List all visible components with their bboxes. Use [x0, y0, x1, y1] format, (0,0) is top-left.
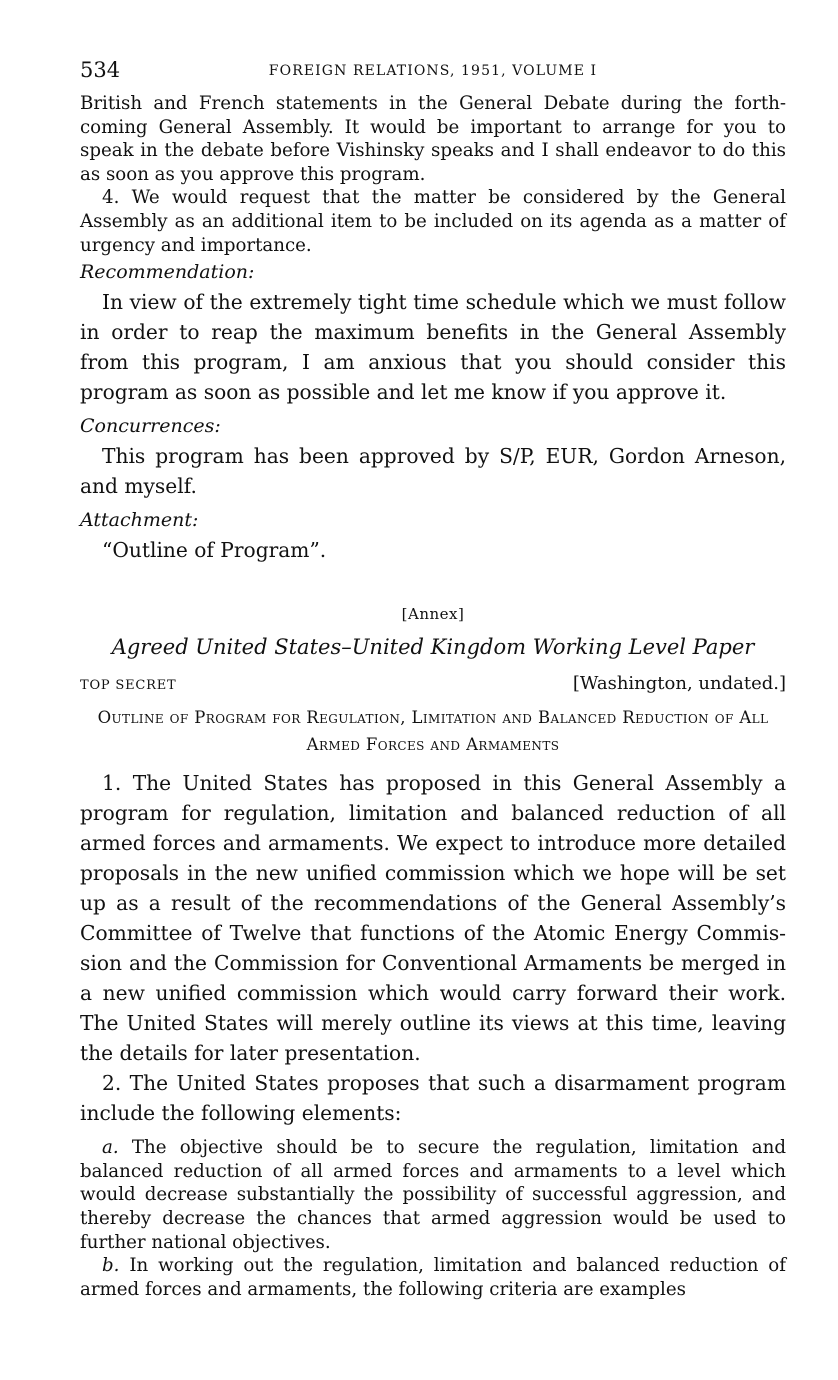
- document-page: [80, 58, 786, 1301]
- memo-paragraph-continued: British and French statements in the General Debate during the forth-coming General Assembly. It would be important to arrange for you to speak in the debate before Vishinsky speaks and I shall endeavor to do this as soon as you approve this program.: [80, 93, 786, 185]
- recommendation-label: Recommendation:: [80, 261, 255, 284]
- classification-row: [80, 673, 786, 694]
- attachment-text: “Outline of Program”.: [102, 538, 327, 563]
- outline-heading: Outline of Program for Regulation, Limitation and Balanced Reduction of All Armed Forces and Armaments: [97, 708, 769, 755]
- annex-paragraph-2: 2. The United States proposes that such a disarmament program include the following elements:: [80, 1071, 786, 1126]
- page-number: 534: [80, 58, 121, 82]
- item-b-letter: b.: [102, 1255, 120, 1277]
- classification-marking: TOP SECRET: [80, 678, 177, 694]
- concurrences-label: Concurrences:: [80, 415, 221, 438]
- attachment-label: Attachment:: [80, 509, 199, 532]
- annex-item-a: [80, 1136, 786, 1254]
- concurrences-text: This program has been approved by S/P, EUR, Gordon Arneson, and myself.: [80, 444, 786, 499]
- annex-label: [Annex]: [401, 605, 465, 624]
- recommendation-text: In view of the extremely tight time schedule which we must follow in order to reap the maximum benefits in the General Assembly from this program, I am anxious that you should consider this program as soon as possible and let me know if you approve it.: [80, 290, 786, 405]
- annex-paragraph-1: 1. The United States has proposed in this General Assembly a program for regulation, limitation and balanced reduction of all armed forces and armaments. We expect to introduce more detailed proposals in the new unified commission which we hope will be set up as a result of the recommendations of the General Assembly’s Committee of Twelve that functions of the Atomic Energy Commis-sion and the Commission for Conventional Armaments be merged in a new unified commission which would carry forward their work. The United States will merely outline its views at this time, leaving the details for later presentation.: [80, 771, 786, 1066]
- page-header: [80, 58, 786, 92]
- item-a-text: The objective should be to secure the regulation, limitation and balanced reduction of all armed forces and armaments to a level which would decrease substantially the possibility of successful aggression, and thereby decrease the chances that armed aggression would be used to further national objectives.: [80, 1137, 786, 1253]
- annex-item-b: [80, 1254, 786, 1301]
- memo-paragraph-4: 4. We would request that the matter be considered by the General Assembly as an additional item to be included on its agenda as a matter of urgency and importance.: [80, 187, 786, 256]
- item-a-letter: a.: [102, 1137, 119, 1159]
- place-date: [Washington, undated.]: [572, 673, 786, 695]
- annex-title: Agreed United States–United Kingdom Working Level Paper: [111, 635, 755, 660]
- running-title: FOREIGN RELATIONS, 1951, VOLUME I: [268, 63, 598, 79]
- item-b-text: In working out the regulation, limitation and balanced reduction of armed forces and armaments, the following criteria are examples: [80, 1255, 786, 1300]
